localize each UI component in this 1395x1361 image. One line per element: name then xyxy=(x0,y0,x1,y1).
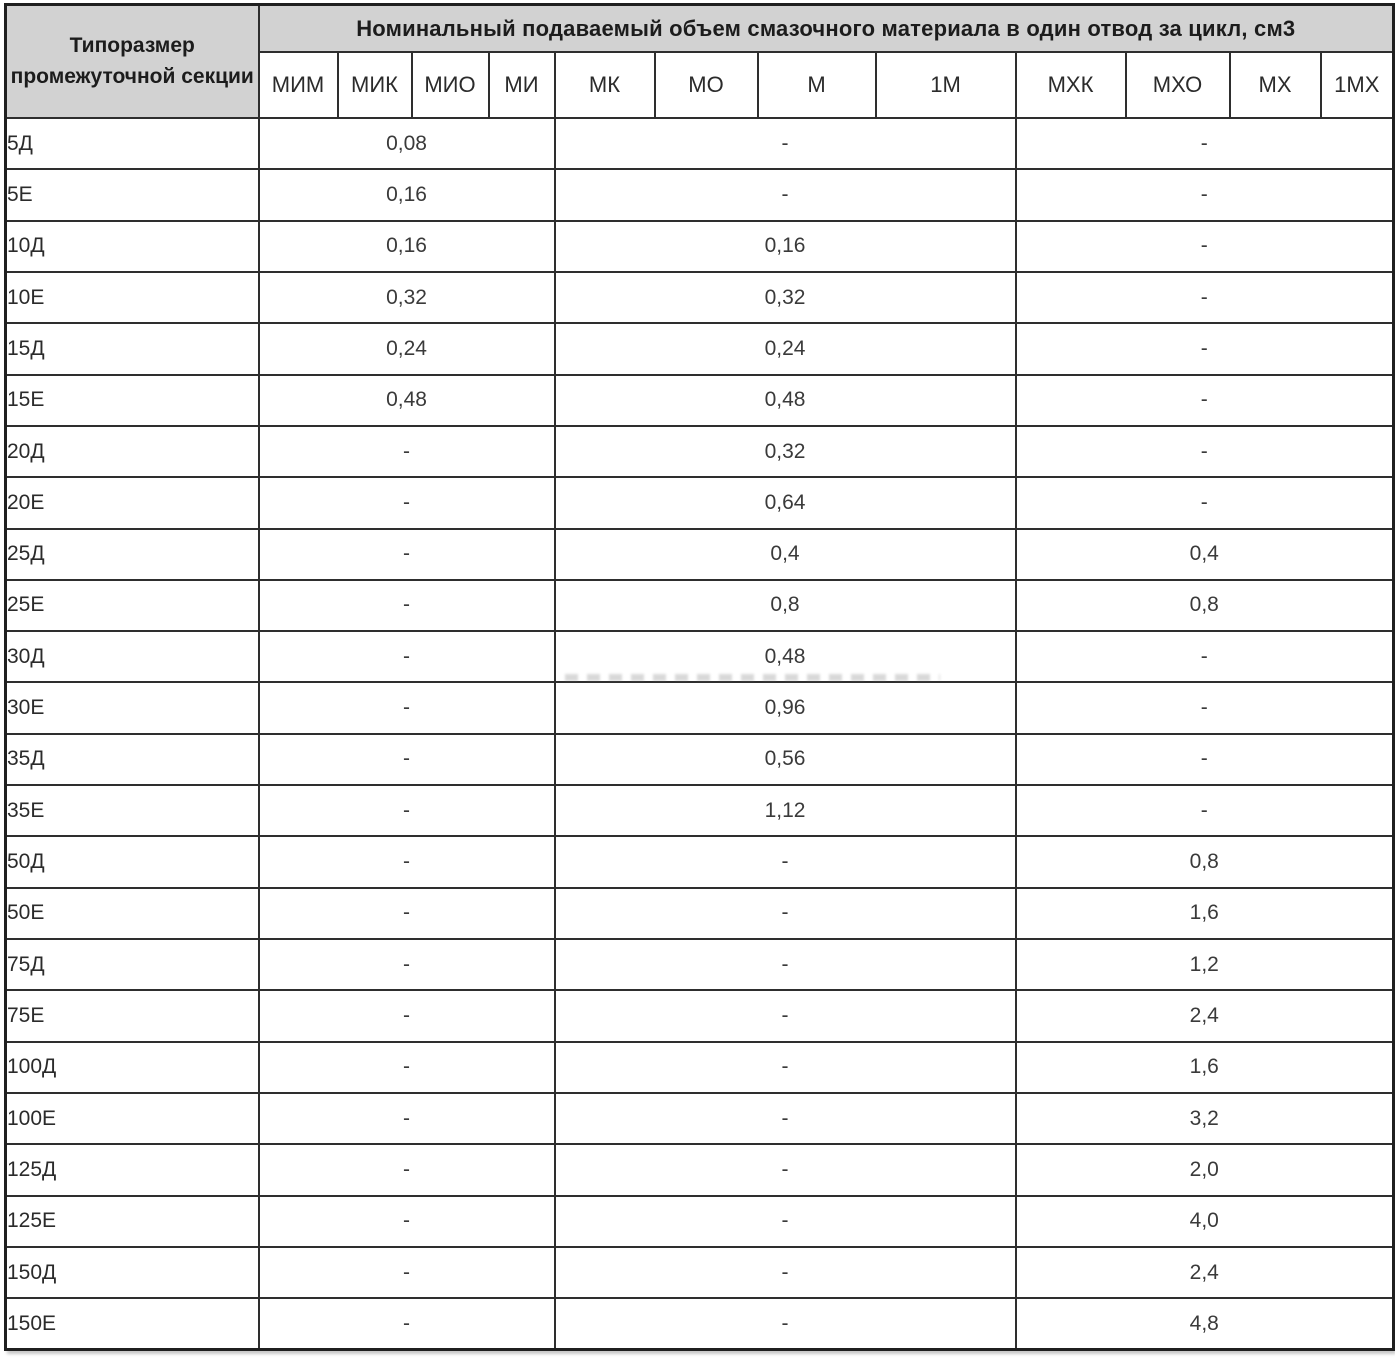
row-label: 30Е xyxy=(6,682,259,733)
column-header-3: МИО xyxy=(412,52,489,118)
row-label: 75Е xyxy=(6,990,259,1041)
value-cell: - xyxy=(555,1247,1016,1298)
value-cell: 2,4 xyxy=(1016,1247,1394,1298)
table-row xyxy=(6,580,1394,631)
table-row xyxy=(6,734,1394,785)
table-row xyxy=(6,1144,1394,1195)
value-cell: - xyxy=(1016,323,1394,374)
value-cell: - xyxy=(259,477,555,528)
value-cell: - xyxy=(1016,169,1394,220)
value-cell: 1,12 xyxy=(555,785,1016,836)
table-row xyxy=(6,221,1394,272)
lubrication-volume-table xyxy=(4,3,1395,1351)
value-cell: - xyxy=(1016,477,1394,528)
column-header-2: МИК xyxy=(338,52,412,118)
value-cell: 0,8 xyxy=(555,580,1016,631)
row-label: 15Е xyxy=(6,375,259,426)
column-header-12: 1МХ xyxy=(1321,52,1394,118)
value-cell: - xyxy=(259,888,555,939)
table-row xyxy=(6,1298,1394,1349)
table-row xyxy=(6,1196,1394,1247)
row-label: 5Д xyxy=(6,118,259,169)
row-label: 20Д xyxy=(6,426,259,477)
value-cell: - xyxy=(259,939,555,990)
table-row xyxy=(6,272,1394,323)
column-header-4: МИ xyxy=(489,52,555,118)
value-cell: - xyxy=(259,1196,555,1247)
column-header-7: М xyxy=(758,52,876,118)
row-label: 150Е xyxy=(6,1298,259,1349)
value-cell: 0,24 xyxy=(259,323,555,374)
value-cell: - xyxy=(259,1298,555,1349)
table-row xyxy=(6,426,1394,477)
row-label: 150Д xyxy=(6,1247,259,1298)
value-cell: 0,48 xyxy=(259,375,555,426)
table-row xyxy=(6,836,1394,887)
column-header-1: МИМ xyxy=(259,52,338,118)
value-cell: - xyxy=(1016,734,1394,785)
value-cell: 0,24 xyxy=(555,323,1016,374)
value-cell: 0,32 xyxy=(555,426,1016,477)
value-cell: 0,16 xyxy=(259,221,555,272)
row-label: 100Е xyxy=(6,1093,259,1144)
corner-header: Типоразмер промежуточной секции xyxy=(6,5,259,119)
value-cell: - xyxy=(259,682,555,733)
value-cell: - xyxy=(555,990,1016,1041)
table-row xyxy=(6,477,1394,528)
row-label: 125Е xyxy=(6,1196,259,1247)
row-label: 30Д xyxy=(6,631,259,682)
value-cell: 3,2 xyxy=(1016,1093,1394,1144)
value-cell: 2,0 xyxy=(1016,1144,1394,1195)
value-cell: - xyxy=(1016,221,1394,272)
header-row-main xyxy=(6,5,1394,53)
value-cell: 1,6 xyxy=(1016,888,1394,939)
value-cell: - xyxy=(259,836,555,887)
row-label: 35Е xyxy=(6,785,259,836)
value-cell: - xyxy=(1016,272,1394,323)
value-cell: - xyxy=(259,785,555,836)
table-row xyxy=(6,169,1394,220)
column-header-11: МХ xyxy=(1230,52,1321,118)
row-label: 100Д xyxy=(6,1042,259,1093)
row-label: 50Д xyxy=(6,836,259,887)
value-cell: 1,6 xyxy=(1016,1042,1394,1093)
table-row xyxy=(6,375,1394,426)
row-label: 25Д xyxy=(6,529,259,580)
value-cell: 0,8 xyxy=(1016,836,1394,887)
value-cell: 0,4 xyxy=(1016,529,1394,580)
value-cell: - xyxy=(1016,785,1394,836)
value-cell: 1,2 xyxy=(1016,939,1394,990)
value-cell: 4,0 xyxy=(1016,1196,1394,1247)
row-label: 20Е xyxy=(6,477,259,528)
column-header-9: МХК xyxy=(1016,52,1126,118)
value-cell: - xyxy=(555,888,1016,939)
row-label: 25Е xyxy=(6,580,259,631)
table-row xyxy=(6,990,1394,1041)
value-cell: - xyxy=(555,118,1016,169)
row-label: 15Д xyxy=(6,323,259,374)
value-cell: - xyxy=(259,1093,555,1144)
table-row xyxy=(6,118,1394,169)
value-cell: - xyxy=(555,1144,1016,1195)
value-cell: - xyxy=(555,169,1016,220)
row-label: 35Д xyxy=(6,734,259,785)
value-cell: 0,4 xyxy=(555,529,1016,580)
value-cell: - xyxy=(259,631,555,682)
row-label: 50Е xyxy=(6,888,259,939)
column-header-10: МХО xyxy=(1126,52,1230,118)
value-cell: 2,4 xyxy=(1016,990,1394,1041)
value-cell: - xyxy=(259,580,555,631)
main-header: Номинальный подаваемый объем смазочного материала в один отвод за цикл, см3 xyxy=(259,5,1394,53)
column-header-5: МК xyxy=(555,52,655,118)
row-label: 10Д xyxy=(6,221,259,272)
value-cell: - xyxy=(259,1042,555,1093)
value-cell: - xyxy=(555,1298,1016,1349)
value-cell: - xyxy=(259,529,555,580)
value-cell: - xyxy=(1016,631,1394,682)
value-cell: - xyxy=(1016,118,1394,169)
value-cell: 0,16 xyxy=(555,221,1016,272)
value-cell: 0,64 xyxy=(555,477,1016,528)
table-row xyxy=(6,1247,1394,1298)
row-label: 125Д xyxy=(6,1144,259,1195)
value-cell: - xyxy=(555,939,1016,990)
value-cell: - xyxy=(259,734,555,785)
value-cell: 4,8 xyxy=(1016,1298,1394,1349)
table-row xyxy=(6,529,1394,580)
table-row xyxy=(6,888,1394,939)
column-header-8: 1М xyxy=(876,52,1016,118)
table-row xyxy=(6,1042,1394,1093)
table-row xyxy=(6,682,1394,733)
value-cell: - xyxy=(555,1196,1016,1247)
table-row xyxy=(6,631,1394,682)
value-cell: - xyxy=(1016,682,1394,733)
row-label: 75Д xyxy=(6,939,259,990)
value-cell: 0,8 xyxy=(1016,580,1394,631)
value-cell: - xyxy=(555,836,1016,887)
value-cell: - xyxy=(1016,375,1394,426)
value-cell: 0,56 xyxy=(555,734,1016,785)
table-row xyxy=(6,1093,1394,1144)
table-row xyxy=(6,785,1394,836)
value-cell: - xyxy=(259,1247,555,1298)
value-cell: 0,48 xyxy=(555,631,1016,682)
value-cell: - xyxy=(259,426,555,477)
value-cell: - xyxy=(1016,426,1394,477)
value-cell: 0,48 xyxy=(555,375,1016,426)
value-cell: 0,96 xyxy=(555,682,1016,733)
row-label: 5Е xyxy=(6,169,259,220)
value-cell: 0,32 xyxy=(259,272,555,323)
column-header-6: МО xyxy=(655,52,758,118)
value-cell: - xyxy=(259,1144,555,1195)
table-row xyxy=(6,323,1394,374)
value-cell: - xyxy=(259,990,555,1041)
row-label: 10Е xyxy=(6,272,259,323)
value-cell: 0,08 xyxy=(259,118,555,169)
value-cell: 0,32 xyxy=(555,272,1016,323)
value-cell: 0,16 xyxy=(259,169,555,220)
value-cell: - xyxy=(555,1042,1016,1093)
table-row xyxy=(6,939,1394,990)
value-cell: - xyxy=(555,1093,1016,1144)
